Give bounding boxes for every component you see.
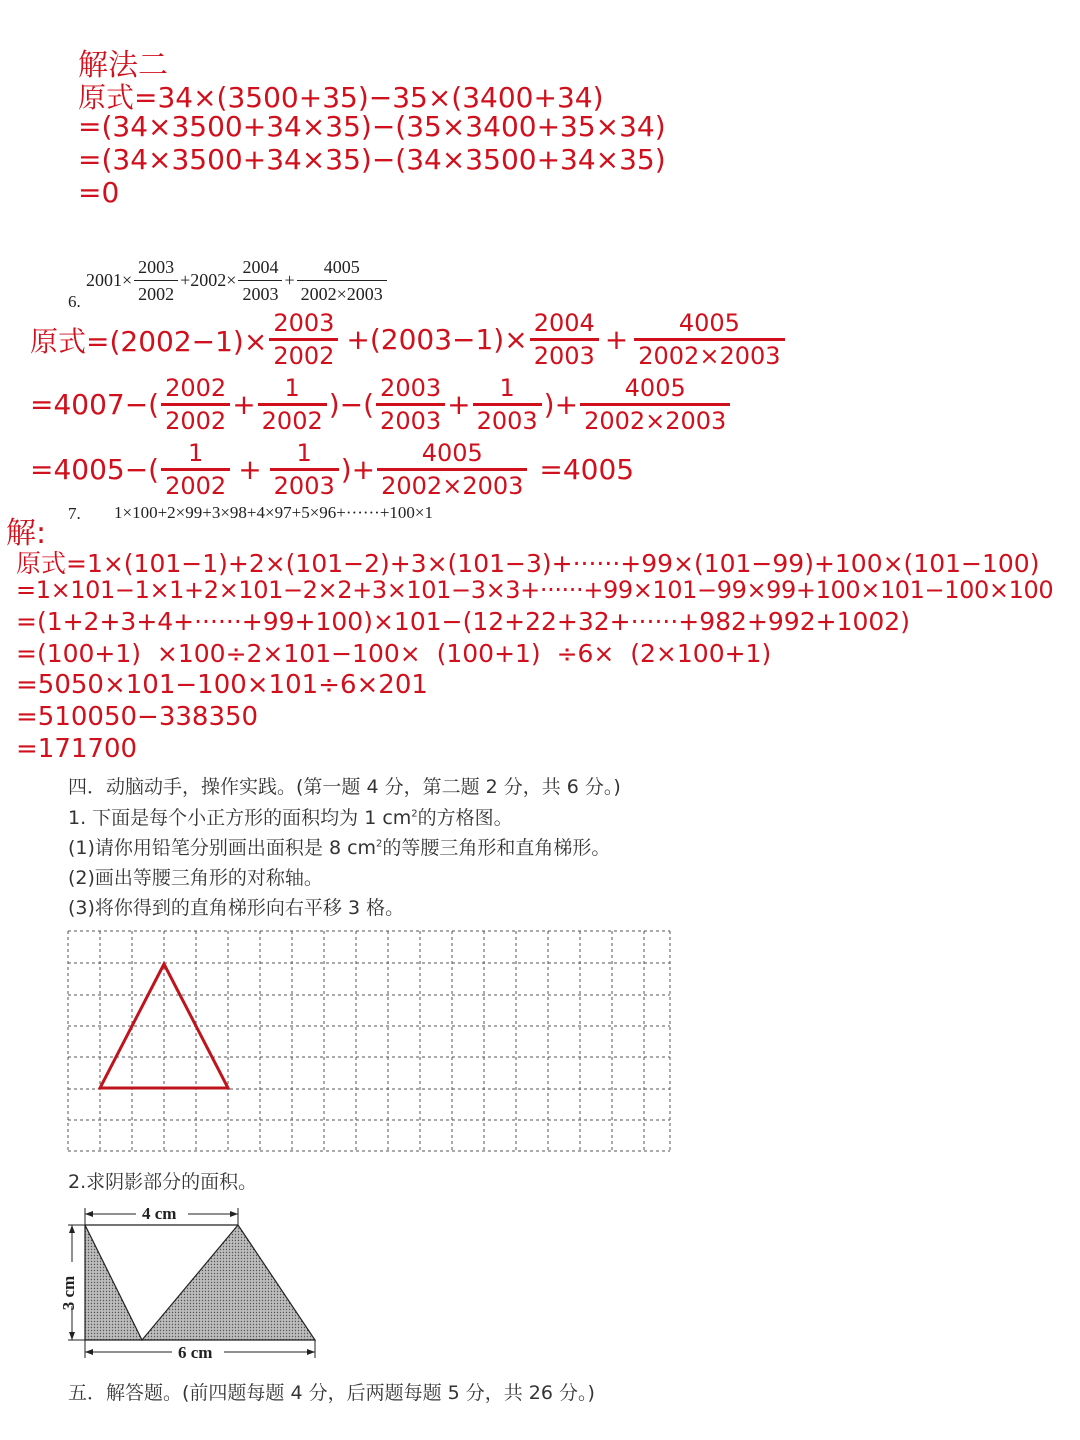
dashed-grid <box>68 931 670 1151</box>
section4-sub2: (2)画出等腰三角形的对称轴。 <box>68 867 323 889</box>
label-3cm: 3 cm <box>59 1275 79 1311</box>
method2-line-1: 原式=34×(3500+35)−35×(3400+34) <box>78 81 604 114</box>
q6-frac3: $\frac{4005}{2002\times 2003}$ <box>297 256 387 305</box>
q6-term2: +2002× <box>180 270 237 290</box>
q6-step2: =4007−( $\frac{2002}{2002}$ + $\frac{1}{2002}$ )−( $\frac{2003}{2003}$ + $\frac{1}{2003}$ )+ $\frac{4005}{2002\times 2003}$ <box>30 375 732 434</box>
section4-q2: 2.求阴影部分的面积。 <box>68 1171 258 1193</box>
q7-line-2: =1×101−1×1+2×101−2×2+3×101−3×3+······+99×101−99×99+100×101−100×100 <box>16 576 1054 604</box>
section4-sub3: (3)将你得到的直角梯形向右平移 3 格。 <box>68 897 405 919</box>
q7-line-7: =171700 <box>16 734 138 764</box>
q7-line-4: =(100+1) ×100÷2×101−100× (100+1) ÷6× (2×100+1) <box>16 639 772 668</box>
grid-figure <box>60 925 680 1160</box>
q7-line-5: =5050×101−100×101÷6×201 <box>16 670 428 700</box>
q6-expression <box>86 256 389 305</box>
section4-heading: 四．动脑动手，操作实践。(第一题 4 分，第二题 2 分，共 6 分。) <box>68 776 621 798</box>
section4-q1: 1. 下面是每个小正方形的面积均为 1 $cm^2$的方格图。 <box>68 807 513 829</box>
section4-sub1: (1)请你用铅笔分别画出面积是 8 $cm^2$的等腰三角形和直角梯形。 <box>68 837 611 859</box>
q7-expression: 1×100+2×99+3×98+4×97+5×96+······+100×1 <box>114 503 434 522</box>
q6-step3: =4005−( $\frac{1}{2002}$ + $\frac{1}{2003}$ )+ $\frac{4005}{2002\times 2003}$ =4005 <box>30 439 635 500</box>
q6-frac1: $\frac{2003}{2002}$ <box>134 256 178 305</box>
section5-heading: 五．解答题。(前四题每题 4 分，后两题每题 5 分，共 26 分。) <box>68 1382 595 1404</box>
method2-line-2: =(34×3500+34×35)−(35×3400+35×34) <box>78 110 666 143</box>
q6-term1: 2001× <box>86 270 133 290</box>
method2-line-3: =(34×3500+34×35)−(34×3500+34×35) <box>78 143 666 176</box>
q6-number: 6. <box>68 292 81 311</box>
shaded-figure <box>60 1200 330 1365</box>
label-4cm: 4 cm <box>142 1204 177 1223</box>
q6-term3: + <box>284 270 295 290</box>
method2-line-4: =0 <box>78 176 120 209</box>
q7-line-1: 原式=1×(101−1)+2×(101−2)+3×(101−3)+······+99×(101−99)+100×(101−100) <box>16 549 1040 578</box>
q7-number: 7. <box>68 504 81 523</box>
q7-line-3: =(1+2+3+4+······+99+100)×101−(12+22+32+······+982+992+1002) <box>16 607 910 636</box>
q7-line-6: =510050−338350 <box>16 702 259 732</box>
q7-solve-label: 解: <box>6 516 47 551</box>
q6-frac2: $\frac{2004}{2003}$ <box>238 256 282 305</box>
shaded-right-triangle <box>142 1225 315 1340</box>
label-6cm: 6 cm <box>178 1343 213 1362</box>
method2-title: 解法二 <box>78 48 168 83</box>
q6-step1: 原式=(2002−1)× $\frac{2003}{2002}$ +(2003−1)× $\frac{2004}{2003}$ + $\frac{4005}{2002\times 2003}$ <box>30 310 787 369</box>
shaded-left-triangle <box>85 1225 142 1340</box>
